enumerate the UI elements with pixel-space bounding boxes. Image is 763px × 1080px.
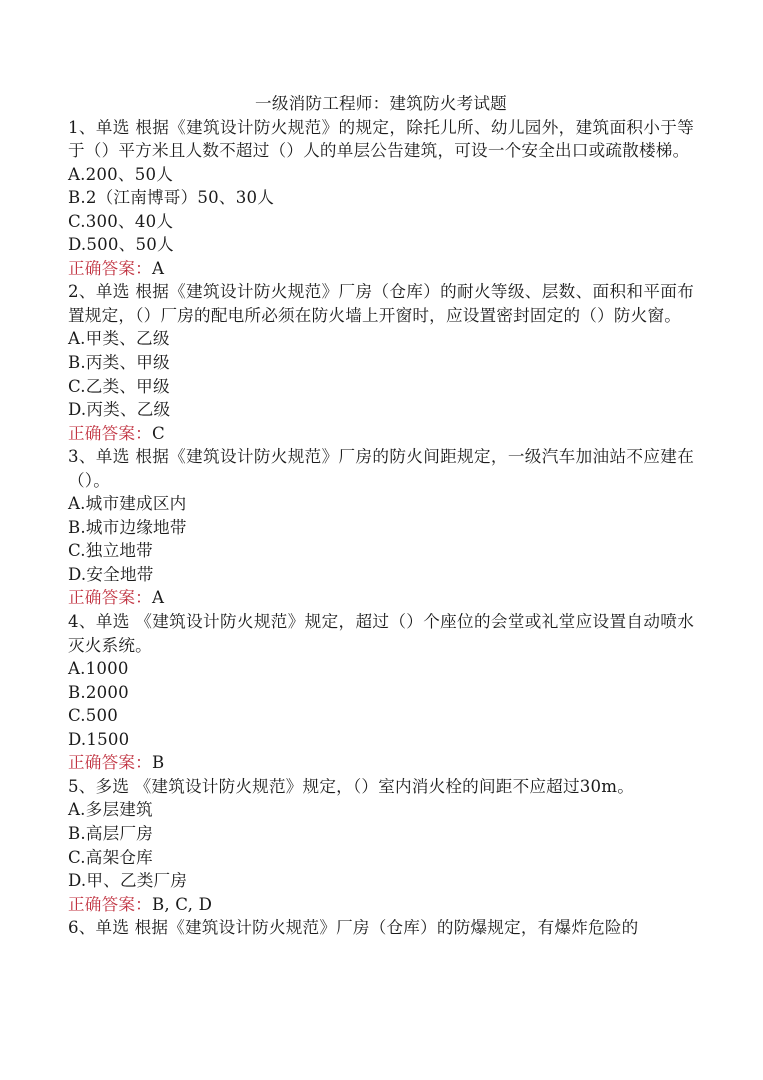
correct-answer	[68, 586, 694, 610]
answer-label: 正确答案：	[68, 588, 152, 608]
option-a: A.多层建筑	[68, 800, 153, 820]
option-c: C.独立地带	[68, 541, 153, 561]
question-6	[68, 916, 694, 940]
question-4	[68, 610, 694, 775]
option-d: D.丙类、乙级	[68, 400, 171, 420]
correct-answer	[68, 751, 694, 775]
option-a: A.甲类、乙级	[68, 329, 170, 349]
correct-answer	[68, 422, 694, 446]
answer-value: A	[151, 588, 165, 608]
option-b: B.丙类、甲级	[68, 353, 170, 373]
correct-answer	[68, 257, 694, 281]
option-b: B.2（江南博哥）50、30人	[68, 188, 275, 208]
question-stem: 1、单选 根据《建筑设计防火规范》的规定，除托儿所、幼儿园外，建筑面积小于等于（）平方米且人数不超过（）人的单层公告建筑，可设一个安全出口或疏散楼梯。	[68, 117, 694, 161]
option-b: B.2000	[68, 682, 129, 702]
correct-answer	[68, 893, 694, 917]
question-3	[68, 445, 694, 610]
question-stem: 4、单选 《建筑设计防火规范》规定，超过（）个座位的会堂或礼堂应设置自动喷水灭火系统。	[68, 612, 694, 655]
question-stem: 3、单选 根据《建筑设计防火规范》厂房的防火间距规定，一级汽车加油站不应建在（）。	[68, 447, 694, 490]
document-page	[68, 92, 694, 940]
option-a: A.200、50人	[68, 164, 174, 184]
question-stem: 5、多选 《建筑设计防火规范》规定，（）室内消火栓的间距不应超过30m。	[68, 776, 634, 796]
answer-value: A	[151, 258, 165, 278]
question-stem: 6、单选 根据《建筑设计防火规范》厂房（仓库）的防爆规定，有爆炸危险的	[68, 918, 639, 938]
option-d: D.1500	[68, 729, 130, 749]
option-a: A.1000	[68, 659, 129, 679]
option-c: C.500	[68, 706, 119, 726]
option-c: C.高架仓库	[68, 847, 153, 867]
option-d: D.500、50人	[68, 235, 174, 255]
question-2	[68, 280, 694, 445]
answer-value: C	[151, 423, 165, 443]
option-d: D.安全地带	[68, 564, 154, 584]
option-b: B.高层厂房	[68, 823, 154, 843]
option-d: D.甲、乙类厂房	[68, 871, 188, 891]
answer-label: 正确答案：	[68, 753, 152, 773]
question-5	[68, 775, 694, 916]
document-title: 一级消防工程师：建筑防火考试题	[255, 94, 507, 113]
option-b: B.城市边缘地带	[68, 517, 187, 537]
answer-value: B, C, D	[151, 894, 213, 914]
answer-label: 正确答案：	[68, 894, 152, 914]
question-1	[68, 116, 694, 281]
answer-label: 正确答案：	[68, 423, 152, 443]
option-a: A.城市建成区内	[68, 494, 187, 514]
answer-value: B	[151, 753, 165, 773]
option-c: C.300、40人	[68, 211, 174, 231]
answer-label: 正确答案：	[68, 258, 152, 278]
option-c: C.乙类、甲级	[68, 376, 170, 396]
question-stem: 2、单选 根据《建筑设计防火规范》厂房（仓库）的耐火等级、层数、面积和平面布置规定，（）厂房的配电所必须在防火墙上开窗时，应设置密封固定的（）防火窗。	[68, 282, 694, 325]
